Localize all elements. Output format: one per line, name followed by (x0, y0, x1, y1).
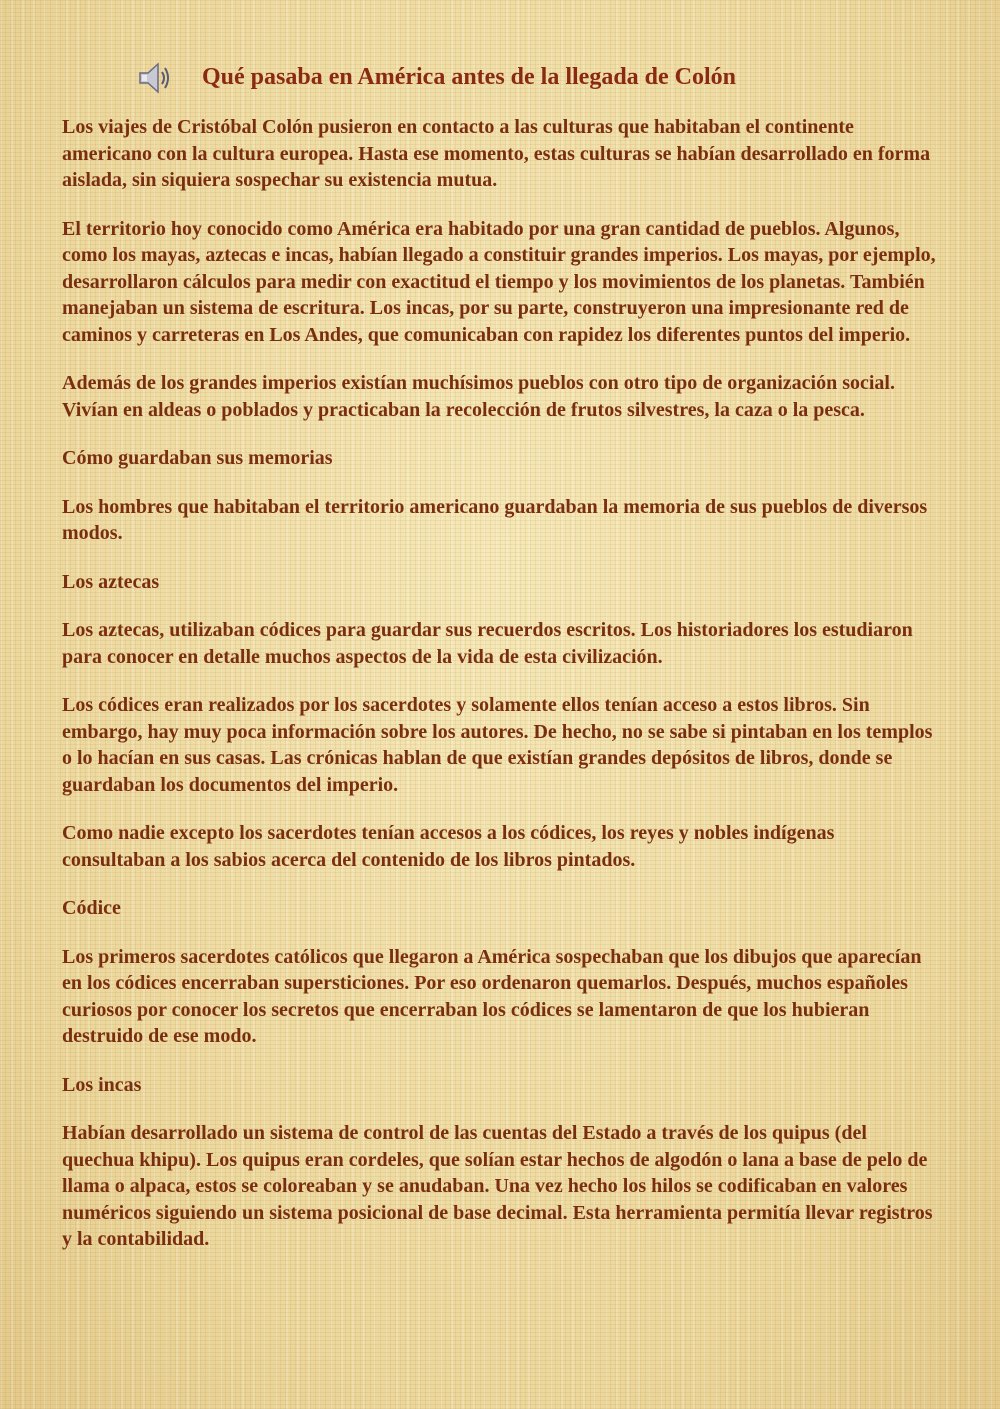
paragraph-codice: Los primeros sacerdotes católicos que llegaron a América sospechaban que los dibujos que aparecían en los códices encerraban supersticiones. Por eso ordenaron quemarlos. Después, muchos españoles curiosos por conocer los secretos que encerraban los códices se lamentaron de que los hubieran destruido de ese modo. (62, 945, 922, 1047)
heading-memorias: Cómo guardaban sus memorias (62, 447, 333, 469)
document-page (62, 60, 942, 1275)
paragraph-territorio: El territorio hoy conocido como América era habitado por una gran cantidad de pueblos. Algunos, como los mayas, aztecas e incas, habían llegado a constituir grandes imperios. Los mayas, por ejemplo, desarrollaron cálculos para medir con exactitud el tiempo y los movimientos de los planetas. También manejaban un sistema de escritura. Los incas, por su parte, construyeron una impresionante red de caminos y carreteras en Los Andes, que comunicaban con rapidez los diferentes puntos del imperio. (62, 217, 936, 346)
paragraph-memorias: Los hombres que habitaban el territorio americano guardaban la memoria de sus pueblos de diversos modos. (62, 495, 928, 544)
heading-incas: Los incas (62, 1073, 142, 1096)
page-title: Qué pasaba en América antes de la llegada de Colón (202, 64, 737, 90)
heading-codice: Códice (62, 897, 121, 919)
paragraph-aztecas-nobles: Como nadie excepto los sacerdotes tenían accesos a los códices, los reyes y nobles indígenas consultaban a los sabios acerca del contenido de los libros pintados. (62, 822, 835, 871)
heading-aztecas: Los aztecas (62, 570, 160, 593)
paragraph-aztecas-sacerdotes: Los códices eran realizados por los sacerdotes y solamente ellos tenían acceso a estos libros. Sin embargo, hay muy poca información sobre los autores. De hecho, no se sabe si pintaban en los templos o lo hacían en sus casas. Las crónicas hablan de que existían grandes depósitos de libros, donde se guardaban los documentos del imperio. (62, 694, 933, 796)
speaker-icon[interactable] (136, 60, 172, 96)
paragraph-pueblos: Además de los grandes imperios existían muchísimos pueblos con otro tipo de organización social. Vivían en aldeas o poblados y practicaban la recolección de frutos silvestres, la caza o la pesca. (62, 372, 895, 421)
paragraph-intro: Los viajes de Cristóbal Colón pusieron en contacto a las culturas que habitaban el continente americano con la cultura europea. Hasta ese momento, estas culturas se habían desarrollado en forma aislada, sin siquiera sospechar su existencia mutua. (62, 116, 931, 191)
paragraph-incas: Habían desarrollado un sistema de control de las cuentas del Estado a través de los quipus (del quechua khipu). Los quipus eran cordeles, que solían estar hechos de algodón o lana a base de pelo de llama o alpaca, estos se coloreaban y se anudaban. Una vez hecho los hilos se codificaban en valores numéricos siguiendo un sistema posicional de base decimal. Esta herramienta permitía llevar registros y la contabilidad. (62, 1122, 933, 1250)
title-row (62, 60, 942, 100)
paragraph-aztecas-codices: Los aztecas, utilizaban códices para guardar sus recuerdos escritos. Los historiadores los estudiaron para conocer en detalle muchos aspectos de la vida de esta civilización. (62, 619, 913, 668)
